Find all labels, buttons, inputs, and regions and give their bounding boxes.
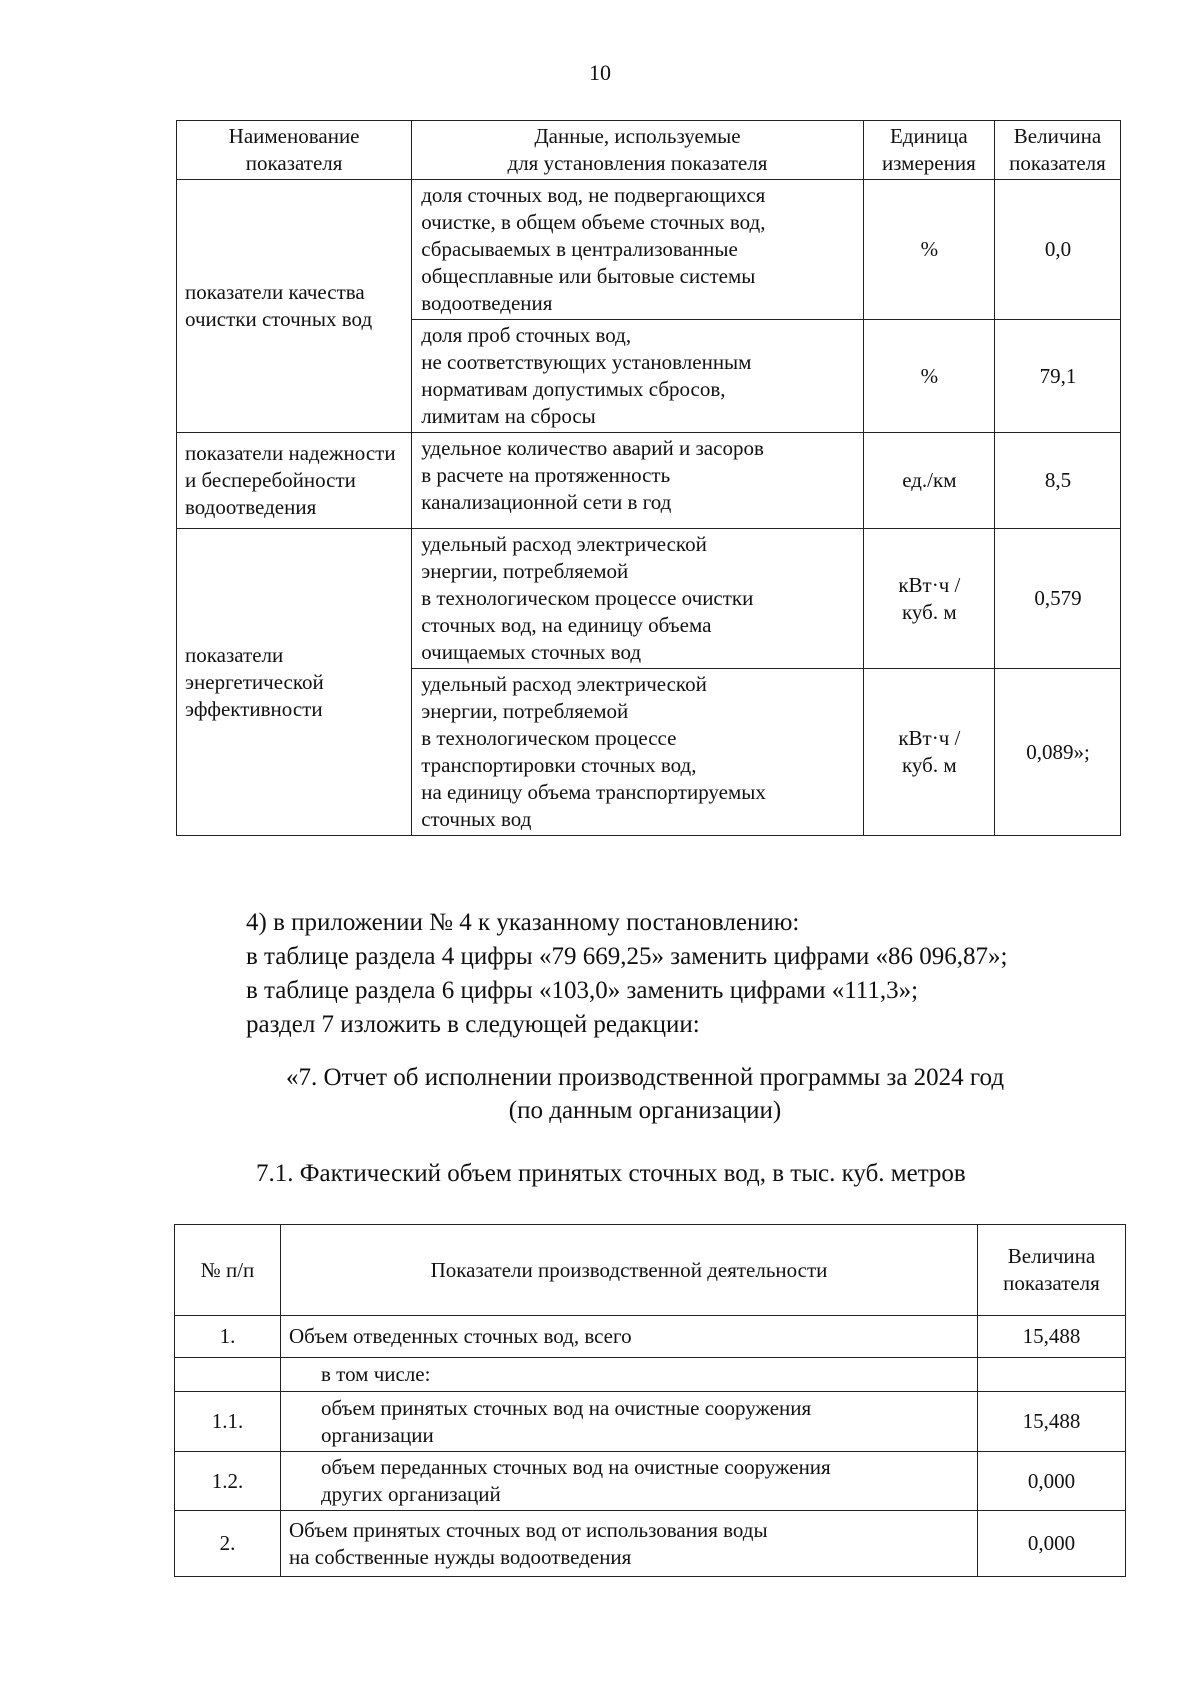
text-line: % — [920, 237, 939, 261]
row-value: 0,000 — [978, 1452, 1126, 1511]
subsection-title: 7.1. Фактический объем принятых сточных вод, в тыс. куб. метров — [256, 1160, 966, 1187]
text-line: показателя — [1003, 1271, 1100, 1295]
table-row — [175, 1392, 1126, 1452]
text-line: куб. м — [902, 753, 957, 777]
indicator-value: 79,1 — [994, 320, 1120, 433]
text-line: объем принятых сточных вод на очистные сооружения — [321, 1395, 812, 1420]
text-line: Величина — [1013, 124, 1102, 148]
text-line: доля проб сточных вод, — [421, 323, 632, 347]
text-line: 4) в приложении № 4 к указанному постановлению: — [246, 909, 800, 936]
text-line: Объем принятых сточных вод от использования воды — [289, 1517, 768, 1542]
indicator-value: 0,579 — [994, 529, 1120, 669]
text-line: лимитам на сбросы — [421, 404, 596, 428]
amendment-text — [246, 906, 1146, 1042]
table-row — [177, 529, 1121, 669]
text-line: других организаций — [321, 1482, 501, 1506]
text-line: показатели качества — [185, 280, 365, 304]
header-name — [177, 121, 412, 180]
header-value — [978, 1225, 1126, 1316]
text-line: объем переданных сточных вод на очистные сооружения — [321, 1455, 831, 1479]
indicator-unit — [863, 669, 994, 836]
section-title — [0, 1061, 1200, 1127]
table-row — [175, 1316, 1126, 1358]
indicator-unit — [863, 529, 994, 669]
text-line: Величина — [1007, 1244, 1096, 1268]
text-line: показатели — [185, 642, 284, 667]
text-line: очистке, в общем объеме сточных вод, — [421, 210, 766, 234]
text-line: кВт·ч / — [898, 726, 961, 750]
header-num: № п/п — [175, 1225, 281, 1316]
row-number: 1.1. — [175, 1392, 281, 1452]
row-name — [281, 1358, 978, 1392]
indicator-value: 0,089»; — [994, 669, 1120, 836]
text-line: на собственные нужды водоотведения — [289, 1544, 632, 1569]
text-line: в том числе: — [321, 1362, 431, 1386]
text-line: на единицу объема транспортируемых — [421, 780, 766, 804]
row-value: 0,000 — [978, 1511, 1126, 1577]
indicator-data — [412, 669, 864, 836]
indicator-group-name — [177, 529, 412, 836]
text-line: Объем отведенных сточных вод, всего — [289, 1324, 632, 1348]
text-line: очищаемых сточных вод — [421, 640, 642, 664]
indicator-data — [412, 529, 864, 669]
text-line: энергии, потребляемой — [421, 559, 629, 583]
row-name — [281, 1316, 978, 1358]
text-line: доля сточных вод, не подвергающихся — [421, 183, 766, 207]
text-line: измерения — [881, 151, 976, 175]
text-line: удельное количество аварий и засоров — [421, 436, 764, 460]
header-unit — [863, 121, 994, 180]
indicators-table — [176, 120, 1121, 836]
row-value: 15,488 — [978, 1316, 1126, 1358]
indicator-data — [412, 180, 864, 320]
row-number: 2. — [175, 1511, 281, 1577]
indicator-value: 0,0 — [994, 180, 1120, 320]
page-number: 10 — [589, 60, 611, 85]
text-line: удельный расход электрической — [421, 672, 707, 696]
text-line: нормативам допустимых сбросов, — [421, 377, 726, 401]
indicator-value: 8,5 — [994, 433, 1120, 529]
text-line: куб. м — [902, 599, 957, 624]
indicator-unit — [863, 180, 994, 320]
text-line: энергетической — [185, 669, 324, 694]
row-value: 15,488 — [978, 1392, 1126, 1452]
text-line: сточных вод — [421, 807, 532, 831]
text-line: в таблице раздела 4 цифры «79 669,25» заменить цифрами «86 096,87»; — [246, 943, 1008, 970]
text-line: энергии, потребляемой — [421, 699, 629, 723]
table-row — [177, 180, 1121, 320]
row-number — [175, 1358, 281, 1392]
indicator-unit — [863, 320, 994, 433]
text-line: показателя — [1009, 151, 1106, 175]
text-line: Наименование — [228, 124, 360, 148]
indicator-data — [412, 433, 864, 529]
text-line: эффективности — [185, 696, 323, 721]
production-table — [174, 1224, 1126, 1577]
text-line: водоотведения — [185, 495, 317, 519]
section-title-line: «7. Отчет об исполнении производственной программы за 2024 год — [285, 1064, 1005, 1091]
text-line: Данные, используемые — [534, 124, 741, 148]
text-line: раздел 7 изложить в следующей редакции: — [246, 1011, 700, 1038]
text-line: водоотведения — [421, 291, 553, 315]
table-header-row — [175, 1225, 1126, 1316]
text-line: транспортировки сточных вод, — [421, 753, 697, 777]
text-line: в технологическом процессе очистки — [421, 586, 754, 610]
text-line: Единица — [889, 124, 968, 148]
text-line: удельный расход электрической — [421, 532, 707, 556]
header-name: Показатели производственной деятельности — [281, 1225, 978, 1316]
text-line: в технологическом процессе — [421, 726, 677, 750]
header-value — [994, 121, 1120, 180]
text-line: не соответствующих установленным — [421, 350, 752, 374]
text-line: для установления показателя — [507, 151, 768, 175]
text-line: общесплавные или бытовые системы — [421, 264, 756, 288]
table-row — [175, 1511, 1126, 1577]
text-line: организации — [321, 1422, 434, 1447]
row-name — [281, 1452, 978, 1511]
row-value — [978, 1358, 1126, 1392]
text-line: показатели надежности — [185, 441, 396, 465]
text-line: в расчете на протяженность — [421, 463, 671, 487]
indicator-group-name — [177, 433, 412, 529]
row-name — [281, 1392, 978, 1452]
text-line: кВт·ч / — [898, 572, 961, 597]
table-row — [175, 1452, 1126, 1511]
text-line: очистки сточных вод — [185, 307, 373, 331]
header-data — [412, 121, 864, 180]
row-number: 1. — [175, 1316, 281, 1358]
row-name — [281, 1511, 978, 1577]
text-line: показателя — [245, 151, 343, 175]
text-line: сбрасываемых в централизованные — [421, 237, 738, 261]
indicator-group-name — [177, 180, 412, 433]
indicator-data — [412, 320, 864, 433]
text-line: в таблице раздела 6 цифры «103,0» заменить цифрами «111,3»; — [246, 977, 919, 1004]
table-header-row — [177, 121, 1121, 180]
section-title-line: (по данным организации) — [508, 1097, 782, 1124]
table-row — [177, 433, 1121, 529]
indicator-unit — [863, 433, 994, 529]
table-row — [175, 1358, 1126, 1392]
text-line: сточных вод, на единицу объема — [421, 613, 712, 637]
row-number: 1.2. — [175, 1452, 281, 1511]
text-line: канализационной сети в год — [421, 490, 672, 514]
text-line: и бесперебойности — [185, 468, 356, 492]
text-line: ед./км — [902, 468, 957, 492]
text-line: % — [920, 363, 939, 388]
